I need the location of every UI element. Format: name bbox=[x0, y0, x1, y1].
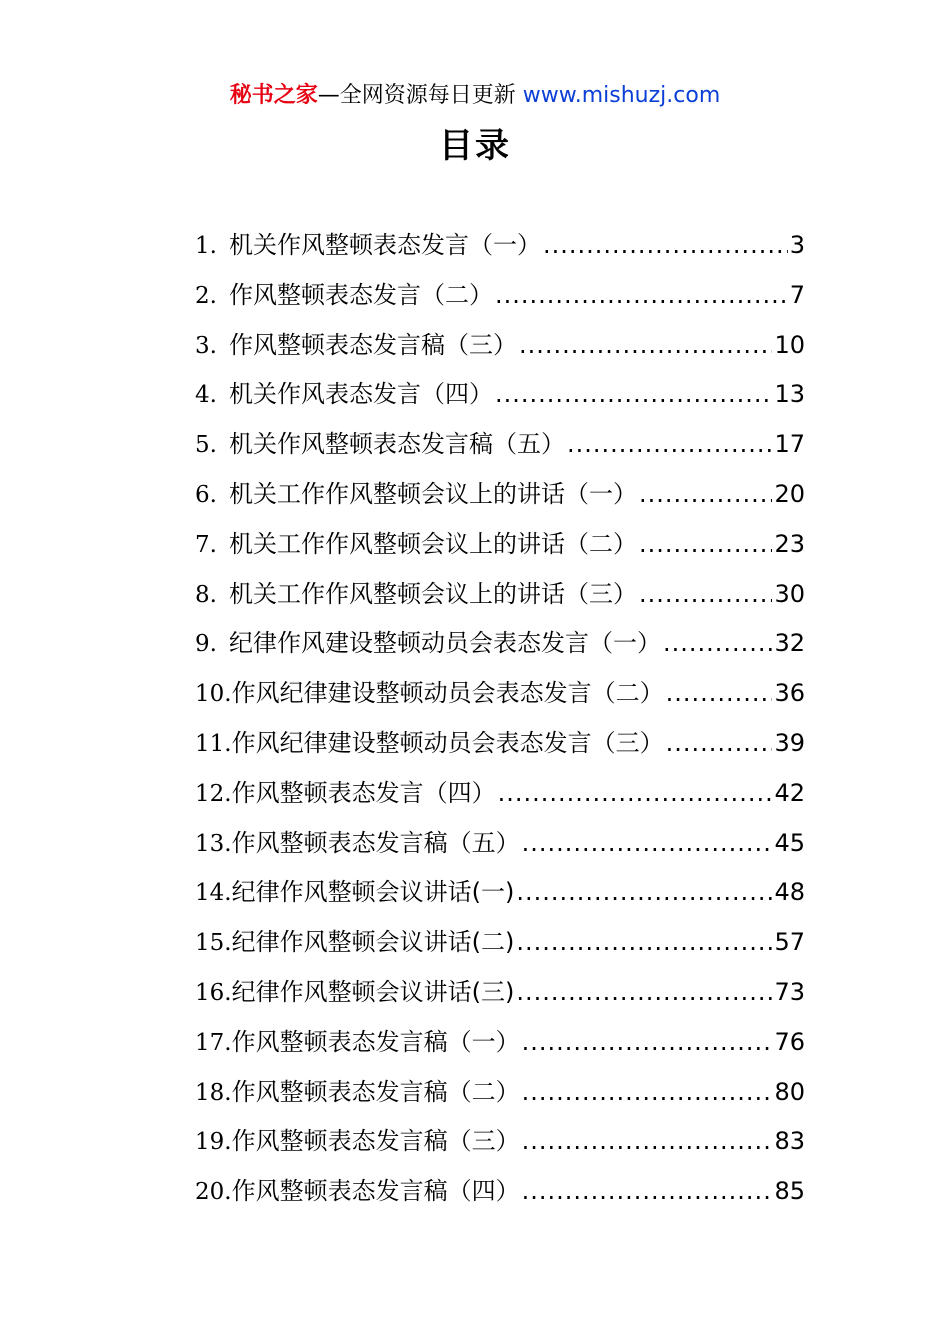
toc-entry-title: 作风整顿表态发言稿（二） bbox=[231, 1077, 520, 1106]
toc-entry-number: 16. bbox=[195, 979, 232, 1006]
toc-entry-page: 13 bbox=[774, 380, 805, 409]
toc-entry-title: 作风整顿表态发言稿（四） bbox=[231, 1177, 520, 1206]
toc-entry-number: 6. bbox=[195, 481, 217, 508]
toc-entry-number: 13. bbox=[195, 830, 232, 857]
site-header bbox=[0, 80, 950, 112]
toc-dot-leader bbox=[666, 669, 773, 719]
toc-entry[interactable] bbox=[195, 819, 805, 869]
toc-dot-leader bbox=[522, 1117, 773, 1167]
toc-entry[interactable] bbox=[195, 968, 805, 1018]
toc-entry-title: 作风纪律建设整顿动员会表态发言（三） bbox=[231, 728, 664, 757]
toc-entry-title: 机关作风整顿表态发言（一） bbox=[229, 231, 541, 259]
toc-entry-number: 15. bbox=[195, 930, 232, 957]
toc-entry-number: 7. bbox=[195, 531, 217, 558]
toc-entry-number: 4. bbox=[195, 382, 217, 409]
toc-dot-leader bbox=[522, 1018, 773, 1068]
toc-entry-title: 纪律作风建设整顿动员会表态发言（一） bbox=[229, 629, 661, 658]
toc-entry-title: 作风整顿表态发言稿（五） bbox=[231, 828, 520, 857]
toc-entry-number: 11. bbox=[195, 730, 232, 757]
toc-entry-title: 作风整顿表态发言（二） bbox=[229, 280, 493, 309]
toc-entry-page: 23 bbox=[774, 529, 805, 558]
toc-entry-title: 机关工作作风整顿会议上的讲话（三） bbox=[229, 579, 637, 608]
toc-entry[interactable] bbox=[195, 868, 805, 918]
toc-entry-title: 作风整顿表态发言（四） bbox=[231, 778, 496, 807]
toc-entry[interactable] bbox=[195, 1018, 805, 1068]
toc-entry-page: 73 bbox=[774, 977, 805, 1006]
toc-dot-leader bbox=[495, 370, 772, 420]
toc-dot-leader bbox=[516, 868, 772, 918]
toc-entry-title: 作风纪律建设整顿动员会表态发言（二） bbox=[231, 679, 664, 708]
toc-entry-page: 3 bbox=[789, 231, 805, 259]
toc-entry[interactable] bbox=[195, 321, 805, 371]
toc-dot-leader bbox=[639, 470, 772, 520]
toc-entry-number: 20. bbox=[195, 1179, 232, 1206]
toc-entry[interactable] bbox=[195, 370, 805, 420]
page-title: 目录 bbox=[439, 126, 511, 166]
toc-entry-number: 3. bbox=[195, 332, 217, 359]
toc-entry-number: 12. bbox=[195, 780, 232, 807]
toc-entry[interactable] bbox=[195, 570, 805, 620]
toc-entry-number: 5. bbox=[195, 432, 217, 459]
toc-entry-title: 机关作风表态发言（四） bbox=[229, 380, 493, 409]
toc-entry[interactable] bbox=[195, 669, 805, 719]
site-url-link[interactable]: www.mishuzj.com bbox=[522, 83, 721, 108]
toc-entry[interactable] bbox=[195, 470, 805, 520]
toc-entry-page: 76 bbox=[774, 1027, 805, 1056]
toc-dot-leader bbox=[522, 1167, 773, 1217]
site-brand: 秘书之家 bbox=[229, 83, 318, 108]
toc-entry-page: 39 bbox=[774, 728, 805, 757]
toc-dot-leader bbox=[522, 819, 773, 869]
toc-dot-leader bbox=[567, 420, 772, 470]
toc-dot-leader bbox=[639, 570, 772, 620]
toc-entry-number: 2. bbox=[195, 282, 217, 309]
toc-entry-title: 作风整顿表态发言稿（三） bbox=[231, 1127, 520, 1156]
toc-entry[interactable] bbox=[195, 221, 805, 271]
toc-dot-leader bbox=[516, 918, 772, 968]
toc-entry-number: 9. bbox=[195, 631, 217, 658]
toc-dot-leader bbox=[663, 619, 772, 669]
toc-dot-leader bbox=[498, 769, 773, 819]
toc-entry[interactable] bbox=[195, 271, 805, 321]
site-tagline: —全网资源每日更新 bbox=[317, 83, 523, 108]
toc-entry-page: 20 bbox=[774, 479, 805, 508]
toc-dot-leader bbox=[516, 968, 772, 1018]
toc-entry[interactable] bbox=[195, 420, 805, 470]
toc-entry-page: 17 bbox=[774, 430, 805, 459]
toc-entry-number: 18. bbox=[195, 1079, 232, 1106]
toc-entry-page: 80 bbox=[774, 1077, 805, 1106]
toc-entry-title: 机关作风整顿表态发言稿（五） bbox=[229, 430, 565, 459]
toc-entry[interactable] bbox=[195, 918, 805, 968]
toc-entry-title: 纪律作风整顿会议讲话(二) bbox=[231, 928, 515, 957]
toc-entry[interactable] bbox=[195, 619, 805, 669]
toc-entry-title: 机关工作作风整顿会议上的讲话（二） bbox=[229, 529, 637, 558]
toc-entry[interactable] bbox=[195, 769, 805, 819]
toc-entry[interactable] bbox=[195, 1117, 805, 1167]
toc-entry-page: 83 bbox=[774, 1127, 805, 1156]
toc-entry-page: 85 bbox=[774, 1177, 805, 1206]
toc-dot-leader bbox=[639, 520, 772, 570]
toc-entry-page: 57 bbox=[774, 928, 805, 957]
toc-entry[interactable] bbox=[195, 1167, 805, 1217]
toc-entry-page: 30 bbox=[774, 579, 805, 608]
toc-entry-number: 14. bbox=[195, 880, 232, 907]
toc-entry-title: 作风整顿表态发言稿（三） bbox=[229, 330, 517, 359]
toc-entry-number: 8. bbox=[195, 581, 217, 608]
toc-entry-page: 45 bbox=[774, 828, 805, 857]
toc-entry-page: 32 bbox=[774, 629, 805, 658]
toc-entry-page: 48 bbox=[774, 878, 805, 907]
toc-dot-leader bbox=[519, 321, 772, 371]
toc-entry-number: 17. bbox=[195, 1029, 232, 1056]
toc-entry-number: 1. bbox=[195, 233, 217, 259]
toc-dot-leader bbox=[522, 1068, 773, 1118]
toc-entry-number: 10. bbox=[195, 681, 232, 708]
toc-entry-title: 作风整顿表态发言稿（一） bbox=[231, 1027, 520, 1056]
toc-entry-number: 19. bbox=[195, 1129, 232, 1156]
toc-dot-leader bbox=[543, 221, 788, 271]
toc-entry[interactable] bbox=[195, 719, 805, 769]
toc-dot-leader bbox=[666, 719, 773, 769]
table-of-contents bbox=[195, 221, 805, 1217]
toc-entry-title: 纪律作风整顿会议讲话(一) bbox=[231, 878, 515, 907]
toc-entry-page: 36 bbox=[774, 679, 805, 708]
toc-entry-page: 7 bbox=[789, 280, 805, 309]
toc-dot-leader bbox=[495, 271, 788, 321]
toc-entry[interactable] bbox=[195, 520, 805, 570]
toc-entry[interactable] bbox=[195, 1068, 805, 1118]
toc-entry-page: 10 bbox=[774, 330, 805, 359]
toc-entry-title: 纪律作风整顿会议讲话(三) bbox=[231, 977, 515, 1006]
toc-entry-page: 42 bbox=[774, 778, 805, 807]
toc-entry-title: 机关工作作风整顿会议上的讲话（一） bbox=[229, 479, 637, 508]
